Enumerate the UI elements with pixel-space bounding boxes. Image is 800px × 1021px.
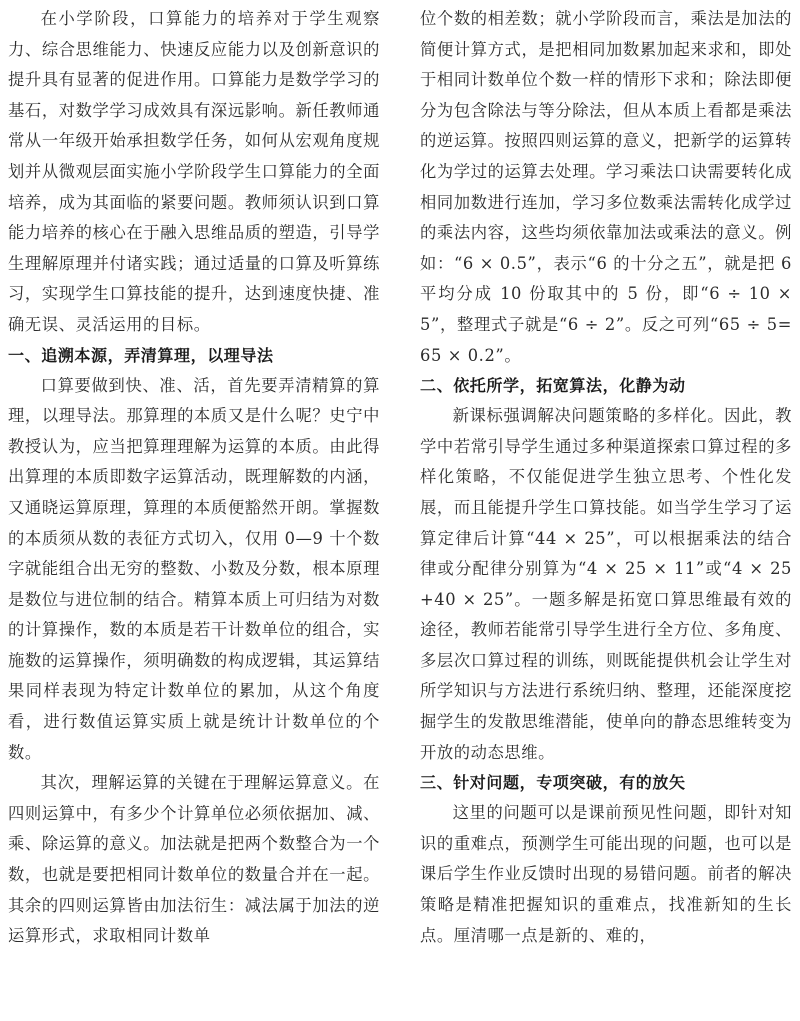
section-2-heading: 二、依托所学，拓宽算法，化静为动 [420, 376, 686, 396]
section-1-paragraph-2: 其次，理解运算的关键在于理解运算意义。在四则运算中，有多少个计算单位必须依据加、减、乘、除运算的意义。加法就是把两个数整合为一个数，也就是要把相同计数单位的数量合并在一起。其余的四则运算皆由加法衍生：减法属于加法的逆运算形式，求取相同计数单 [8, 773, 380, 946]
section-2-paragraph: 新课标强调解决问题策略的多样化。因此，教学中若常引导学生通过多种渠道探索口算过程的多样化策略，不仅能促进学生独立思考、个性化发展，而且能提升学生口算技能。如当学生学习了运算定律后计算“44 × 25”，可以根据乘法的结合律或分配律分别算为“4 × 25 × 11”或“4 × 25+40 × 25”。一题多解是拓宽口算思维最有效的途径，教师若能常引导学生进行全方位、多角度、多层次口算过程的训练，则既能提供机会让学生对所学知识与方法进行系统归纳、整理，还能深度挖掘学生的发散思维潜能，使单向的静态思维转变为开放的动态思维。 [420, 406, 792, 762]
right-column [420, 4, 792, 951]
intro-paragraph: 在小学阶段，口算能力的培养对于学生观察力、综合思维能力、快速反应能力以及创新意识的提升具有显著的促进作用。口算能力是数学学习的基石，对数学学习成效具有深远影响。新任教师通常从一年级开始承担数学任务，如何从宏观角度规划并从微观层面实施小学阶段学生口算能力的全面培养，成为其面临的紧要问题。教师须认识到口算能力培养的核心在于融入思维品质的塑造，引导学生理解原理并付诸实践；通过适量的口算及听算练习，实现学生口算技能的提升，达到速度快捷、准确无误、灵活运用的目标。 [8, 9, 380, 334]
section-3-paragraph: 这里的问题可以是课前预见性问题，即针对知识的重难点，预测学生可能出现的问题，也可以是课后学生作业反馈时出现的易错问题。前者的解决策略是精准把握知识的重难点，找准新知的生长点。厘清哪一点是新的、难的， [420, 803, 792, 945]
continued-paragraph: 位个数的相差数；就小学阶段而言，乘法是加法的简便计算方式，是把相同加数累加起来求和，即处于相同计数单位个数一样的情形下求和；除法即便分为包含除法与等分除法，但从本质上看都是乘法的逆运算。按照四则运算的意义，把新学的运算转化为学过的运算去处理。学习乘法口诀需要转化成相同加数进行连加，学习多位数乘法需转化成学过的乘法内容，这些均须依靠加法或乘法的意义。例如：“6 × 0.5”，表示“6 的十分之五”，就是把 6 平均分成 10 份取其中的 5 份，即“6 ÷ 10 × 5”，整理式子就是“6 ÷ 2”。反之可列“65 ÷ 5=65 × 0.2”。 [420, 9, 792, 365]
section-3-heading: 三、针对问题，专项突破，有的放矢 [420, 773, 686, 793]
left-column [8, 4, 380, 952]
section-1-paragraph-1: 口算要做到快、准、活，首先要弄清精算的算理，以理导法。那算理的本质又是什么呢？史宁中教授认为，应当把算理理解为运算的本质。由此得出算理的本质即数字运算活动，既理解数的内涵，又通晓运算原理，算理的本质便豁然开朗。掌握数的本质须从数的表征方式切入，仅用 0—9 十个数字就能组合出无穷的整数、小数及分数，根本原理是数位与进位制的结合。精算本质上可归结为对数的计算操作，数的本质是若干计数单位的组合，实施数的运算操作，须明确数的构成逻辑，其运算结果同样表现为特定计数单位的累加，从这个角度看，进行数值运算实质上就是统计计数单位的个数。 [8, 375, 380, 762]
section-1-heading: 一、追溯本源，弄清算理，以理导法 [8, 345, 274, 365]
